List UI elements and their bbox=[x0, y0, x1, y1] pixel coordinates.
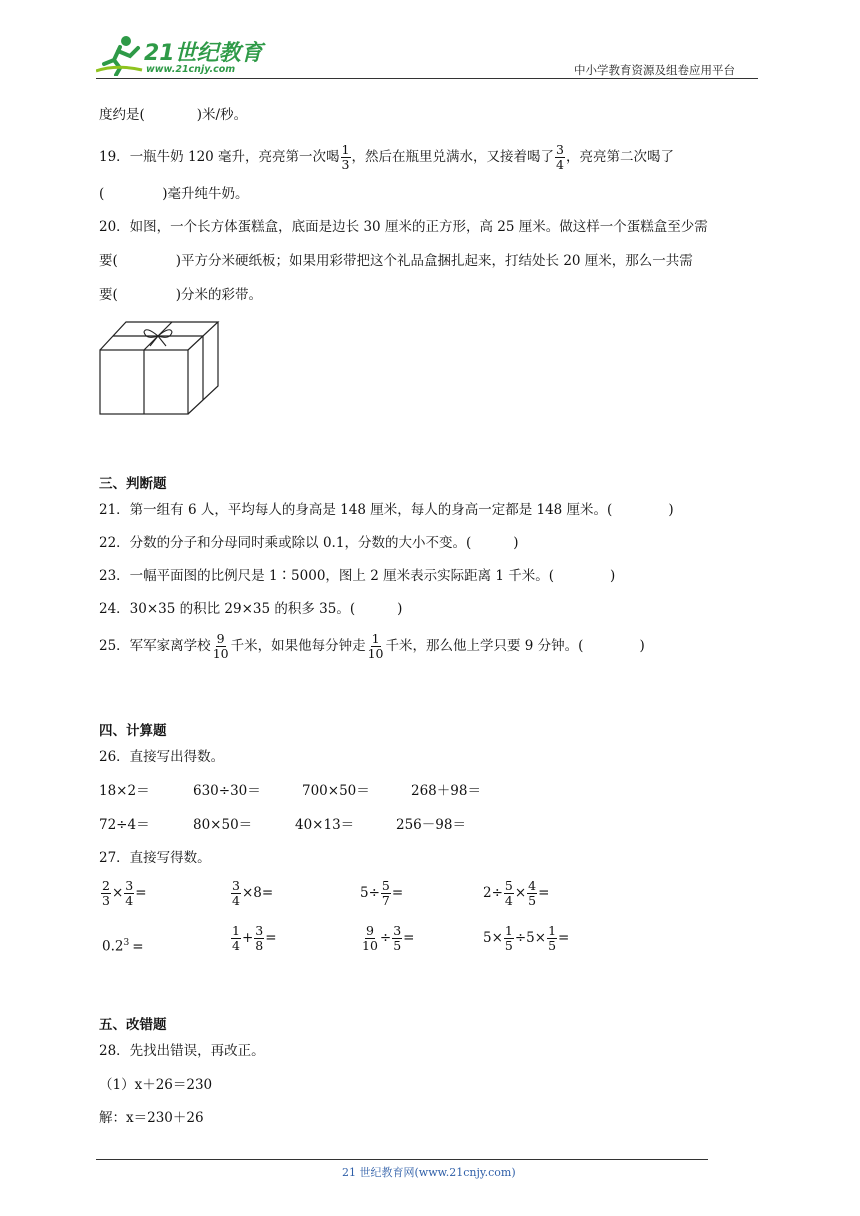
q26-item: 268＋98＝ bbox=[411, 783, 481, 799]
times-sign: × bbox=[111, 885, 124, 901]
fraction bbox=[504, 879, 514, 908]
equals-sign: = bbox=[538, 885, 550, 901]
q27-expr-3 bbox=[360, 879, 403, 908]
fraction bbox=[231, 924, 241, 953]
numerator: 5 bbox=[381, 878, 390, 893]
divide-sign: ÷ bbox=[379, 930, 392, 946]
q23-close: ) bbox=[610, 568, 616, 584]
fraction bbox=[361, 924, 379, 953]
q28-title: 28．先找出错误，再改正。 bbox=[99, 1043, 265, 1059]
numerator: 1 bbox=[232, 923, 240, 938]
q20-line2 bbox=[99, 251, 693, 271]
q20-line1: 20．如图，一个长方体蛋糕盒，底面是边长 30 厘米的正方形，高 25 厘米。做这样一个蛋糕盒至少需 bbox=[99, 219, 708, 235]
times-sign: × bbox=[491, 930, 503, 946]
fraction bbox=[555, 143, 565, 172]
q26-item: 40×13＝ bbox=[295, 817, 355, 833]
q25-text-3: 千米，那么他上学只要 9 分钟。( bbox=[385, 638, 584, 654]
numerator: 4 bbox=[528, 878, 537, 893]
q19-open-paren: ( bbox=[99, 186, 105, 202]
q25-text-1: 25．军军家离学校 bbox=[99, 638, 211, 654]
fraction bbox=[101, 879, 111, 908]
ribbon-bow-icon bbox=[144, 330, 172, 346]
header-logo bbox=[96, 34, 266, 80]
operand: 2 bbox=[483, 885, 492, 901]
operand: 5 bbox=[526, 930, 535, 946]
denominator: 4 bbox=[232, 893, 240, 908]
fraction bbox=[504, 924, 514, 953]
numerator: 3 bbox=[125, 878, 134, 893]
runner-logo-icon bbox=[96, 34, 146, 76]
numerator: 5 bbox=[504, 878, 513, 893]
q20-text-2a: 要( bbox=[99, 253, 118, 269]
numerator: 1 bbox=[341, 142, 350, 157]
q19-text-4: )毫升纯牛奶。 bbox=[162, 186, 249, 202]
fraction bbox=[231, 879, 241, 908]
denominator: 4 bbox=[504, 893, 513, 908]
numerator: 9 bbox=[365, 923, 374, 938]
q25-text-2: 千米，如果他每分钟走 bbox=[230, 638, 366, 654]
plus-sign: + bbox=[241, 930, 254, 946]
q21-text: 21．第一组有 6 人，平均每人的身高是 148 厘米，每人的身高一定都是 148 厘米。( bbox=[99, 502, 613, 518]
footer-text: 21 世纪教育网(www.21cnjy.com) bbox=[342, 1166, 516, 1179]
q26-item: 18×2＝ bbox=[99, 783, 150, 799]
numerator: 3 bbox=[255, 923, 264, 938]
denominator: 8 bbox=[255, 938, 264, 953]
numerator: 9 bbox=[216, 631, 225, 646]
q20-line3 bbox=[99, 285, 262, 305]
fraction bbox=[341, 143, 351, 172]
numerator: 1 bbox=[371, 631, 380, 646]
denominator: 10 bbox=[362, 938, 378, 953]
q24-text: 24．30×35 的积比 29×35 的积多 35。( bbox=[99, 601, 356, 617]
times-sign: × bbox=[241, 885, 254, 901]
denominator: 3 bbox=[102, 893, 110, 908]
times-sign: × bbox=[514, 885, 527, 901]
fraction bbox=[254, 924, 264, 953]
q22-text: 22．分数的分子和分母同时乘或除以 0.1，分数的大小不变。( bbox=[99, 535, 472, 551]
divide-sign: ÷ bbox=[368, 885, 380, 901]
q21-close: ) bbox=[668, 502, 674, 518]
denominator: 3 bbox=[341, 157, 350, 172]
denominator: 5 bbox=[504, 938, 513, 953]
q18-tail bbox=[99, 105, 247, 125]
denominator: 7 bbox=[381, 893, 390, 908]
denominator: 4 bbox=[125, 893, 134, 908]
operand: 0.2 bbox=[102, 938, 124, 955]
denominator: 4 bbox=[232, 938, 240, 953]
fraction bbox=[212, 632, 230, 661]
logo-text: 21世纪教育 bbox=[144, 41, 263, 66]
footer-rule bbox=[96, 1159, 708, 1160]
platform-name: 中小学教育资源及组卷应用平台 bbox=[574, 63, 735, 77]
q19-text-2: ，然后在瓶里兑满水，又接着喝了 bbox=[351, 149, 554, 165]
denominator: 4 bbox=[556, 157, 564, 172]
exponent: 3 bbox=[123, 938, 130, 948]
numerator: 3 bbox=[556, 142, 564, 157]
q27-expr-5 bbox=[102, 933, 144, 957]
q27-expr-2 bbox=[230, 879, 273, 908]
q19-text-3: ，亮亮第二次喝了 bbox=[565, 149, 674, 165]
q20-text-2b: )平方分米硬纸板；如果用彩带把这个礼品盒捆扎起来，打结处长 20 厘米，那么一共需 bbox=[175, 253, 693, 269]
logo-url: www.21cnjy.com bbox=[146, 64, 236, 75]
divide-sign: ÷ bbox=[491, 885, 503, 901]
section-5-title: 五、改错题 bbox=[99, 1017, 167, 1033]
equals-sign: = bbox=[403, 930, 415, 946]
q28-solution: 解：x＝230＋26 bbox=[99, 1110, 204, 1126]
fraction bbox=[124, 879, 134, 908]
q18-tail-b: )米/秒。 bbox=[196, 107, 248, 123]
operand: 5 bbox=[483, 930, 492, 946]
question-25 bbox=[99, 632, 645, 661]
denominator: 10 bbox=[212, 646, 229, 661]
numerator: 1 bbox=[548, 923, 557, 938]
q19-text-1: 一瓶牛奶 120 毫升，亮亮第一次喝 bbox=[129, 149, 340, 165]
question-22 bbox=[99, 533, 519, 553]
denominator: 5 bbox=[393, 938, 402, 953]
q20-text-3b: )分米的彩带。 bbox=[175, 287, 263, 303]
question-21 bbox=[99, 500, 674, 520]
fraction bbox=[392, 924, 402, 953]
operand: 8 bbox=[253, 885, 262, 901]
equals-sign: = bbox=[132, 938, 144, 955]
q24-close: ) bbox=[397, 601, 403, 617]
denominator: 5 bbox=[548, 938, 557, 953]
q26-item: 256－98＝ bbox=[396, 817, 466, 833]
numerator: 3 bbox=[232, 878, 240, 893]
q18-tail-a: 度约是( bbox=[99, 107, 145, 123]
numerator: 1 bbox=[504, 923, 513, 938]
numerator: 2 bbox=[102, 878, 110, 893]
q26-item: 72÷4＝ bbox=[99, 817, 150, 833]
q27-title: 27．直接写得数。 bbox=[99, 850, 211, 866]
denominator: 5 bbox=[528, 893, 537, 908]
q26-item: 80×50＝ bbox=[193, 817, 253, 833]
q22-close: ) bbox=[513, 535, 519, 551]
header-rule bbox=[96, 78, 758, 79]
q27-expr-7 bbox=[360, 924, 414, 953]
fraction bbox=[547, 924, 557, 953]
fraction bbox=[527, 879, 537, 908]
section-4-title: 四、计算题 bbox=[99, 723, 167, 739]
equals-sign: = bbox=[261, 885, 274, 901]
q27-expr-4 bbox=[483, 879, 549, 908]
q28-sub1: （1）x＋26＝230 bbox=[99, 1077, 213, 1093]
cake-box-figure bbox=[96, 318, 226, 418]
q25-close: ) bbox=[639, 638, 645, 654]
q27-expr-8 bbox=[483, 924, 569, 953]
q27-expr-6 bbox=[230, 924, 277, 953]
q26-title: 26．直接写出得数。 bbox=[99, 749, 225, 765]
question-19 bbox=[99, 143, 674, 172]
q23-text: 23．一幅平面图的比例尺是 1∶5000，图上 2 厘米表示实际距离 1 千米。( bbox=[99, 568, 555, 584]
q19-line2 bbox=[99, 184, 249, 204]
q19-number: 19． bbox=[99, 149, 130, 165]
denominator: 10 bbox=[367, 646, 384, 661]
divide-sign: ÷ bbox=[514, 930, 527, 946]
operand: 5 bbox=[360, 885, 369, 901]
equals-sign: = bbox=[558, 930, 570, 946]
equals-sign: = bbox=[135, 885, 147, 901]
times-sign: × bbox=[534, 930, 547, 946]
question-24 bbox=[99, 599, 402, 619]
equals-sign: = bbox=[265, 930, 277, 946]
numerator: 3 bbox=[393, 923, 402, 938]
q20-text-3a: 要( bbox=[99, 287, 118, 303]
q26-item: 700×50＝ bbox=[302, 783, 370, 799]
q27-expr-1 bbox=[100, 879, 147, 908]
question-23 bbox=[99, 566, 615, 586]
section-3-title: 三、判断题 bbox=[99, 476, 167, 492]
fraction bbox=[381, 879, 391, 908]
equals-sign: = bbox=[391, 885, 404, 901]
fraction bbox=[367, 632, 385, 661]
q26-item: 630÷30＝ bbox=[193, 783, 261, 799]
